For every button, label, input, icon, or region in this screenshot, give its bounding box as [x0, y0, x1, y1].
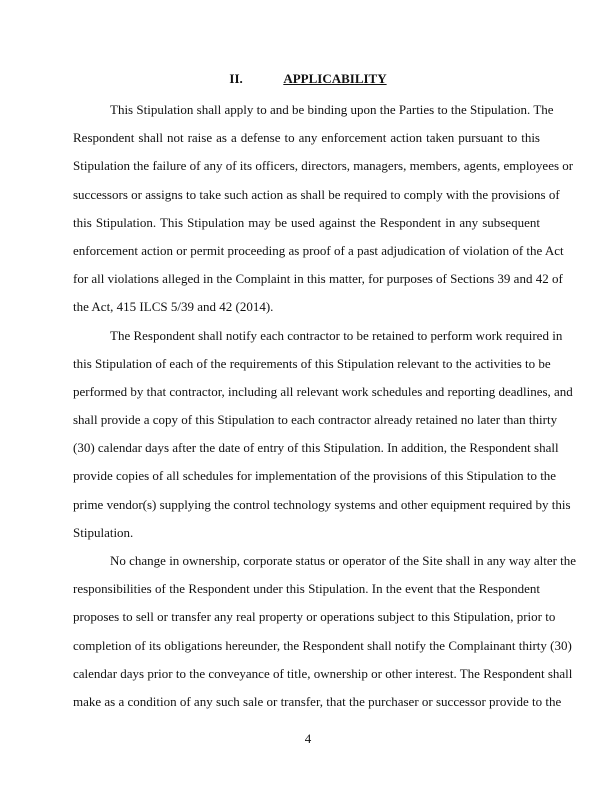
text-line: provide copies of all schedules for implementation of the provisions of this Stipulation to the [73, 468, 557, 484]
text-line: the Act, 415 ILCS 5/39 and 42 (2014). [73, 299, 274, 315]
section-number: II. [229, 71, 243, 86]
page-number: 4 [304, 731, 312, 746]
text-line: successors or assigns to take such action as shall be required to comply with the provisions of [73, 186, 560, 202]
text-line: this Stipulation of each of the requirements of this Stipulation relevant to the activities to be [73, 355, 551, 371]
paragraph [73, 322, 573, 548]
text-line: for all violations alleged in the Complaint in this matter, for purposes of Sections 39 and 42 of [73, 271, 563, 287]
text-line: prime vendor(s) supplying the control technology systems and other equipment required by this [73, 496, 571, 512]
text-line: This Stipulation shall apply to and be binding upon the Parties to the Stipulation. The [110, 102, 554, 117]
text-line: make as a condition of any such sale or transfer, that the purchaser or successor provide to the [73, 693, 562, 709]
section-heading [0, 71, 616, 87]
section-title: APPLICABILITY [283, 71, 387, 86]
text-line: (30) calendar days after the date of entry of this Stipulation. In addition, the Respondent shall [73, 440, 559, 456]
text-line: Stipulation. [73, 524, 134, 540]
text-line: shall provide a copy of this Stipulation to each contractor already retained no later than thirty [73, 412, 558, 428]
text-line: responsibilities of the Respondent under this Stipulation. In the event that the Respondent [73, 581, 540, 597]
paragraph [73, 96, 574, 322]
document-body [73, 96, 577, 716]
text-line: completion of its obligations hereunder, the Respondent shall notify the Complainant thirty (30) [73, 637, 572, 653]
text-line: enforcement action or permit proceeding as proof of a past adjudication of violation of the Act [73, 242, 564, 258]
text-line: No change in ownership, corporate status or operator of the Site shall in any way alter the [110, 553, 577, 568]
text-line: performed by that contractor, including all relevant work schedules and reporting deadlines, and [73, 383, 573, 399]
text-line: Stipulation the failure of any of its officers, directors, managers, members, agents, employees or [73, 158, 574, 174]
text-line: this Stipulation. This Stipulation may be used against the Respondent in any subsequent [73, 214, 540, 230]
paragraph [73, 547, 577, 716]
text-line: calendar days prior to the conveyance of title, ownership or other interest. The Respondent shall [73, 665, 573, 681]
text-line: Respondent shall not raise as a defense to any enforcement action taken pursuant to this [73, 130, 540, 146]
text-line: proposes to sell or transfer any real property or operations subject to this Stipulation, prior to [73, 609, 556, 625]
text-line: The Respondent shall notify each contractor to be retained to perform work required in [110, 327, 563, 343]
